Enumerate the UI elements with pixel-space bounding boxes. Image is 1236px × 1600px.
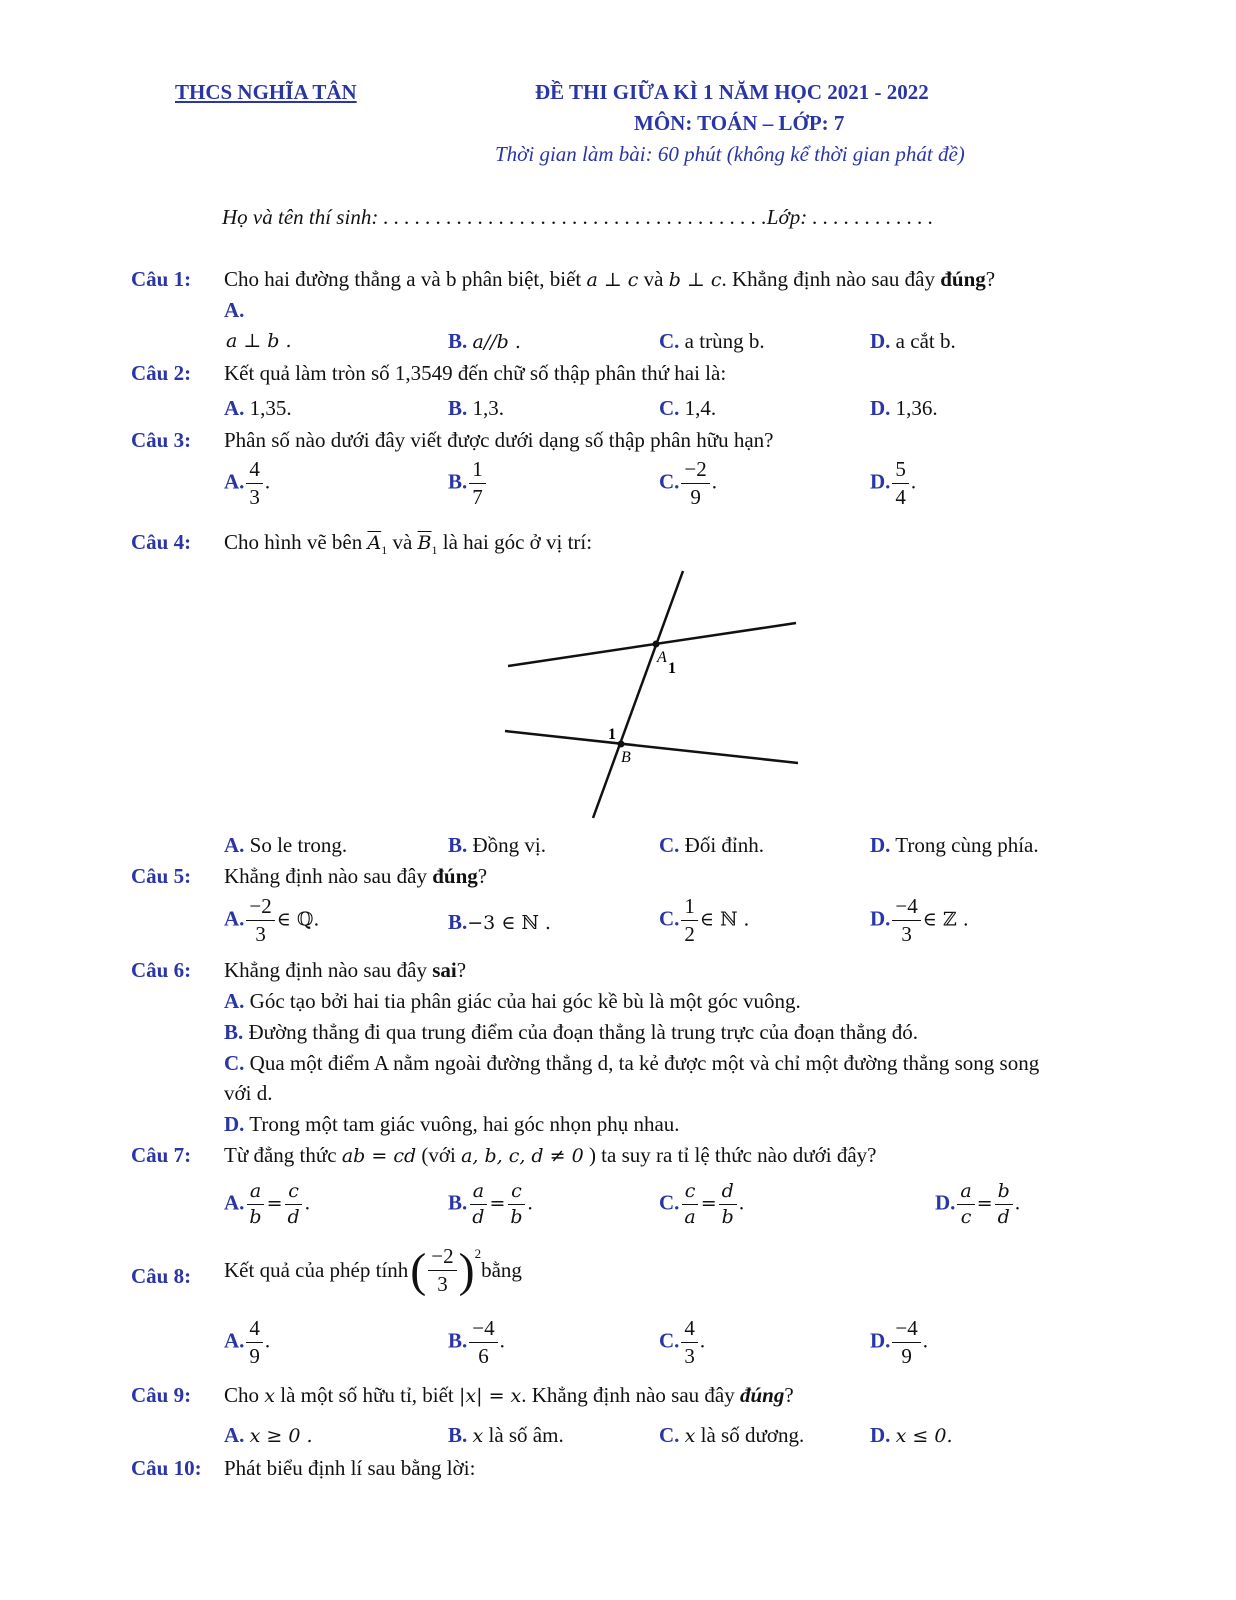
transversal-line bbox=[593, 571, 683, 818]
question-text: Khẳng định nào sau đây đúng? bbox=[224, 864, 488, 888]
point-a bbox=[653, 641, 660, 648]
option-d[interactable]: D. $\frac{5}{4}$ . bbox=[870, 457, 917, 509]
option-c[interactable]: C. $\frac{c}{a}$ = $\frac{d}{b}$ . bbox=[659, 1180, 745, 1228]
option-c[interactable]: C. $\frac{1}{2}$ ∈ ℕ . bbox=[659, 894, 750, 946]
option-c-continued: với d. bbox=[224, 1081, 273, 1105]
option-b[interactable]: B.−3 ∈ ℕ . bbox=[448, 910, 551, 934]
question-text: Khẳng định nào sau đây sai? bbox=[224, 958, 467, 982]
option-b[interactable]: B. x là số âm. bbox=[448, 1423, 564, 1447]
question-label: Câu 4: bbox=[131, 530, 192, 554]
option-c[interactable]: C. Đối đỉnh. bbox=[659, 833, 765, 857]
option-c[interactable]: C. $\frac{-2}{9}$ . bbox=[659, 457, 718, 509]
question-label: Câu 9: bbox=[131, 1383, 192, 1407]
option-d[interactable]: D. Trong cùng phía. bbox=[870, 833, 1039, 857]
question-text: Phân số nào dưới đây viết được dưới dạng số thập phân hữu hạn? bbox=[224, 428, 774, 452]
option-a-text: a ⊥ b . bbox=[226, 330, 292, 352]
line-lower bbox=[505, 731, 798, 763]
subject-title: MÔN: TOÁN – LỚP: 7 bbox=[634, 111, 845, 135]
option-c[interactable]: C. x là số dương. bbox=[659, 1423, 805, 1447]
option-a[interactable]: A. $\frac{4}{9}$ . bbox=[224, 1316, 271, 1368]
option-d[interactable]: D. $\frac{a}{c}$ = $\frac{b}{d}$ . bbox=[935, 1180, 1021, 1228]
option-d[interactable]: D. 1,36. bbox=[870, 396, 938, 420]
option-a[interactable]: A. 1,35. bbox=[224, 396, 292, 420]
question-text: Phát biểu định lí sau bằng lời: bbox=[224, 1456, 476, 1480]
question-label: Câu 10: bbox=[131, 1456, 202, 1480]
option-b[interactable]: B. $\frac{a}{d}$ = $\frac{c}{b}$ . bbox=[448, 1180, 533, 1228]
question-text: Cho x là một số hữu tỉ, biết |x| = x. Khẳng định nào sau đây đúng? bbox=[224, 1383, 794, 1407]
question-text: Kết quả làm tròn số 1,3549 đến chữ số thập phân thứ hai là: bbox=[224, 361, 727, 385]
option-b[interactable]: B. Đồng vị. bbox=[448, 833, 547, 857]
option-b[interactable]: B. Đường thẳng đi qua trung điểm của đoạn thẳng là trung trực của đoạn thẳng đó. bbox=[224, 1020, 919, 1044]
question-label: Câu 8: bbox=[131, 1264, 192, 1288]
question-label: Câu 3: bbox=[131, 428, 192, 452]
option-a[interactable]: A. $\frac{a}{b}$ = $\frac{c}{d}$ . bbox=[224, 1180, 310, 1228]
option-d[interactable]: D. $\frac{-4}{3}$ ∈ ℤ . bbox=[870, 894, 969, 946]
option-b[interactable]: B. $\frac{1}{7}$ bbox=[448, 459, 488, 508]
option-d[interactable]: D. x ≤ 0. bbox=[870, 1423, 953, 1447]
school-name: THCS NGHĨA TÂN bbox=[175, 80, 357, 104]
parallel-lines-figure bbox=[500, 565, 810, 825]
option-c[interactable]: C. 1,4. bbox=[659, 396, 717, 420]
label-a: A bbox=[657, 649, 667, 666]
option-d[interactable]: D. $\frac{-4}{9}$ . bbox=[870, 1316, 929, 1368]
label-a-sub: 1 bbox=[668, 660, 676, 677]
option-a[interactable]: A. Góc tạo bởi hai tia phân giác của hai góc kề bù là một góc vuông. bbox=[224, 989, 801, 1013]
label-angle-1: 1 bbox=[608, 726, 616, 743]
option-a[interactable]: A. $\frac{4}{3}$ . bbox=[224, 457, 271, 509]
question-label: Câu 6: bbox=[131, 958, 192, 982]
question-label: Câu 2: bbox=[131, 361, 192, 385]
option-b[interactable]: B. $\frac{-4}{6}$ . bbox=[448, 1316, 505, 1368]
question-text: Từ đẳng thức ab = cd (với a, b, c, d ≠ 0 ) ta suy ra tỉ lệ thức nào dưới đây? bbox=[224, 1143, 877, 1167]
option-a[interactable]: A. x ≥ 0 . bbox=[224, 1423, 313, 1447]
option-d[interactable]: D. Trong một tam giác vuông, hai góc nhọn phụ nhau. bbox=[224, 1112, 680, 1136]
exam-time: Thời gian làm bài: 60 phút (không kể thời gian phát đề) bbox=[495, 142, 965, 166]
option-d[interactable]: D. a cắt b. bbox=[870, 329, 956, 353]
option-a[interactable]: A. bbox=[224, 298, 245, 322]
question-text: Cho hình vẽ bên $\overline{A}_1$ và $\overline{B}_1$ là hai góc ở vị trí: bbox=[224, 530, 593, 558]
question-text: Cho hai đường thẳng a và b phân biệt, biết a ⊥ c và b ⊥ c. Khẳng định nào sau đây đúng? bbox=[224, 267, 996, 291]
question-label: Câu 1: bbox=[131, 267, 192, 291]
exam-title: ĐỀ THI GIỮA KÌ 1 NĂM HỌC 2021 - 2022 bbox=[535, 80, 929, 104]
candidate-line: Họ và tên thí sinh: . . . . . . . . . . . . . . . . . . . . . . . . . . . . . . . . . . . . .Lớp: . . . . . . . . . . . . bbox=[222, 205, 934, 229]
option-c[interactable]: C. Qua một điểm A nằm ngoài đường thẳng d, ta kẻ được một và chỉ một đường thẳng song song bbox=[224, 1051, 1040, 1075]
question-label: Câu 5: bbox=[131, 864, 192, 888]
option-a[interactable]: A. $\frac{-2}{3}$ ∈ ℚ. bbox=[224, 894, 320, 946]
label-b: B bbox=[621, 749, 631, 766]
question-label: Câu 7: bbox=[131, 1143, 192, 1167]
point-b bbox=[618, 741, 625, 748]
option-b[interactable]: B. 1,3. bbox=[448, 396, 505, 420]
question-text: Kết quả của phép tính ( $\frac{-2}{3}$ ) $^2$ bằng bbox=[224, 1243, 522, 1297]
option-b[interactable]: B. a//b . bbox=[448, 329, 521, 353]
option-a[interactable]: A. So le trong. bbox=[224, 833, 348, 857]
option-c[interactable]: C. a trùng b. bbox=[659, 329, 765, 353]
option-c[interactable]: C. $\frac{4}{3}$ . bbox=[659, 1316, 706, 1368]
